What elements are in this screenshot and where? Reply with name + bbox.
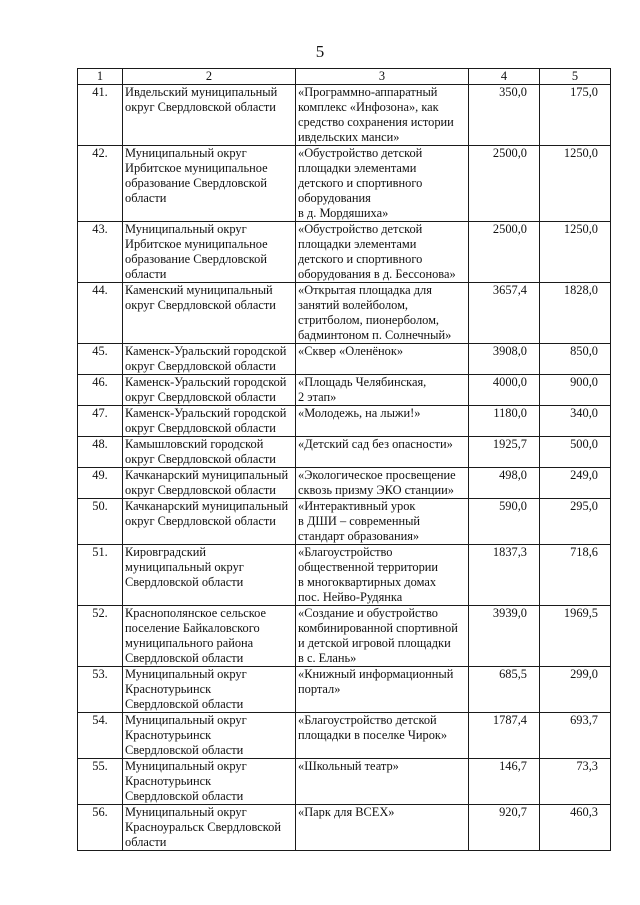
total-cost-cell: 1180,0: [469, 406, 540, 437]
table-row: [78, 606, 611, 667]
total-cost-cell: 3939,0: [469, 606, 540, 667]
project-cell: «Благоустройство общественной территории в многоквартирных домах пос. Нейво-Рудянка: [296, 545, 469, 606]
table-row: [78, 468, 611, 499]
recipient-cell: Муниципальный округ Ирбитское муниципальное образование Свердловской области: [123, 146, 296, 222]
recipient-cell: Качканарский муниципальный округ Свердловской области: [123, 468, 296, 499]
total-cost-cell: 146,7: [469, 759, 540, 805]
table-row: [78, 499, 611, 545]
table-row: [78, 713, 611, 759]
subsidy-cell: 249,0: [540, 468, 611, 499]
table-row: [78, 545, 611, 606]
project-cell: «Благоустройство детской площадки в поселке Чирок»: [296, 713, 469, 759]
row-number: 50.: [78, 499, 123, 545]
project-cell: «Молодежь, на лыжи!»: [296, 406, 469, 437]
column-header: 2: [123, 69, 296, 85]
row-number: 42.: [78, 146, 123, 222]
column-header: 4: [469, 69, 540, 85]
row-number: 54.: [78, 713, 123, 759]
subsidy-cell: 718,6: [540, 545, 611, 606]
total-cost-cell: 350,0: [469, 85, 540, 146]
page-number: 5: [315, 42, 325, 61]
row-number: 43.: [78, 222, 123, 283]
recipient-cell: Краснополянское сельское поселение Байкаловского муниципального района Свердловской области: [123, 606, 296, 667]
recipient-cell: Каменск-Уральский городской округ Свердловской области: [123, 375, 296, 406]
subsidy-cell: 500,0: [540, 437, 611, 468]
subsidy-cell: 1828,0: [540, 283, 611, 344]
subsidy-cell: 850,0: [540, 344, 611, 375]
subsidy-cell: 1250,0: [540, 146, 611, 222]
row-number: 53.: [78, 667, 123, 713]
recipient-cell: Муниципальный округ Краснотурьинск Свердловской области: [123, 759, 296, 805]
projects-table: [77, 68, 611, 851]
total-cost-cell: 498,0: [469, 468, 540, 499]
column-numbers-row: [78, 69, 611, 85]
total-cost-cell: 1837,3: [469, 545, 540, 606]
project-cell: «Создание и обустройство комбинированной спортивной и детской игровой площадки в с. Елань»: [296, 606, 469, 667]
project-cell: «Парк для ВСЕХ»: [296, 805, 469, 851]
recipient-cell: Муниципальный округ Ирбитское муниципальное образование Свердловской области: [123, 222, 296, 283]
recipient-cell: Каменский муниципальный округ Свердловской области: [123, 283, 296, 344]
total-cost-cell: 1925,7: [469, 437, 540, 468]
table-row: [78, 146, 611, 222]
project-cell: «Интерактивный урок в ДШИ – современный стандарт образования»: [296, 499, 469, 545]
table-row: [78, 344, 611, 375]
project-cell: «Открытая площадка для занятий волейболом, стритболом, пионерболом, бадминтоном п. Солнечный»: [296, 283, 469, 344]
project-cell: «Обустройство детской площадки элементами детского и спортивного оборудования в д. Мордяшиха»: [296, 146, 469, 222]
recipient-cell: Кировградский муниципальный округ Свердловской области: [123, 545, 296, 606]
project-cell: «Книжный информационный портал»: [296, 667, 469, 713]
row-number: 56.: [78, 805, 123, 851]
recipient-cell: Камышловский городской округ Свердловской области: [123, 437, 296, 468]
total-cost-cell: 4000,0: [469, 375, 540, 406]
table-row: [78, 759, 611, 805]
subsidy-cell: 299,0: [540, 667, 611, 713]
row-number: 52.: [78, 606, 123, 667]
table-row: [78, 667, 611, 713]
project-cell: «Школьный театр»: [296, 759, 469, 805]
column-header: 3: [296, 69, 469, 85]
row-number: 48.: [78, 437, 123, 468]
row-number: 44.: [78, 283, 123, 344]
total-cost-cell: 3657,4: [469, 283, 540, 344]
row-number: 51.: [78, 545, 123, 606]
project-cell: «Программно-аппаратный комплекс «Инфозона», как средство сохранения истории ивдельских манси»: [296, 85, 469, 146]
recipient-cell: Муниципальный округ Краснотурьинск Свердловской области: [123, 713, 296, 759]
total-cost-cell: 590,0: [469, 499, 540, 545]
subsidy-cell: 1969,5: [540, 606, 611, 667]
subsidy-cell: 900,0: [540, 375, 611, 406]
recipient-cell: Ивдельский муниципальный округ Свердловской области: [123, 85, 296, 146]
recipient-cell: Качканарский муниципальный округ Свердловской области: [123, 499, 296, 545]
subsidy-cell: 175,0: [540, 85, 611, 146]
subsidy-cell: 1250,0: [540, 222, 611, 283]
row-number: 47.: [78, 406, 123, 437]
subsidy-cell: 73,3: [540, 759, 611, 805]
table-row: [78, 437, 611, 468]
table-row: [78, 222, 611, 283]
recipient-cell: Муниципальный округ Красноуральск Свердловской области: [123, 805, 296, 851]
table-row: [78, 85, 611, 146]
total-cost-cell: 2500,0: [469, 146, 540, 222]
row-number: 46.: [78, 375, 123, 406]
row-number: 49.: [78, 468, 123, 499]
table-row: [78, 406, 611, 437]
recipient-cell: Каменск-Уральский городской округ Свердловской области: [123, 344, 296, 375]
row-number: 55.: [78, 759, 123, 805]
column-header: 1: [78, 69, 123, 85]
recipient-cell: Муниципальный округ Краснотурьинск Свердловской области: [123, 667, 296, 713]
total-cost-cell: 685,5: [469, 667, 540, 713]
subsidy-cell: 295,0: [540, 499, 611, 545]
subsidy-cell: 693,7: [540, 713, 611, 759]
project-cell: «Обустройство детской площадки элементами детского и спортивного оборудования в д. Бессонова»: [296, 222, 469, 283]
project-cell: «Детский сад без опасности»: [296, 437, 469, 468]
project-cell: «Площадь Челябинская, 2 этап»: [296, 375, 469, 406]
table-body: [78, 85, 611, 851]
recipient-cell: Каменск-Уральский городской округ Свердловской области: [123, 406, 296, 437]
row-number: 41.: [78, 85, 123, 146]
column-header: 5: [540, 69, 611, 85]
project-cell: «Экологическое просвещение сквозь призму ЭКО станции»: [296, 468, 469, 499]
total-cost-cell: 920,7: [469, 805, 540, 851]
subsidy-cell: 460,3: [540, 805, 611, 851]
project-cell: «Сквер «Оленёнок»: [296, 344, 469, 375]
total-cost-cell: 2500,0: [469, 222, 540, 283]
table-row: [78, 375, 611, 406]
table-row: [78, 805, 611, 851]
total-cost-cell: 3908,0: [469, 344, 540, 375]
subsidy-cell: 340,0: [540, 406, 611, 437]
total-cost-cell: 1787,4: [469, 713, 540, 759]
table-row: [78, 283, 611, 344]
row-number: 45.: [78, 344, 123, 375]
